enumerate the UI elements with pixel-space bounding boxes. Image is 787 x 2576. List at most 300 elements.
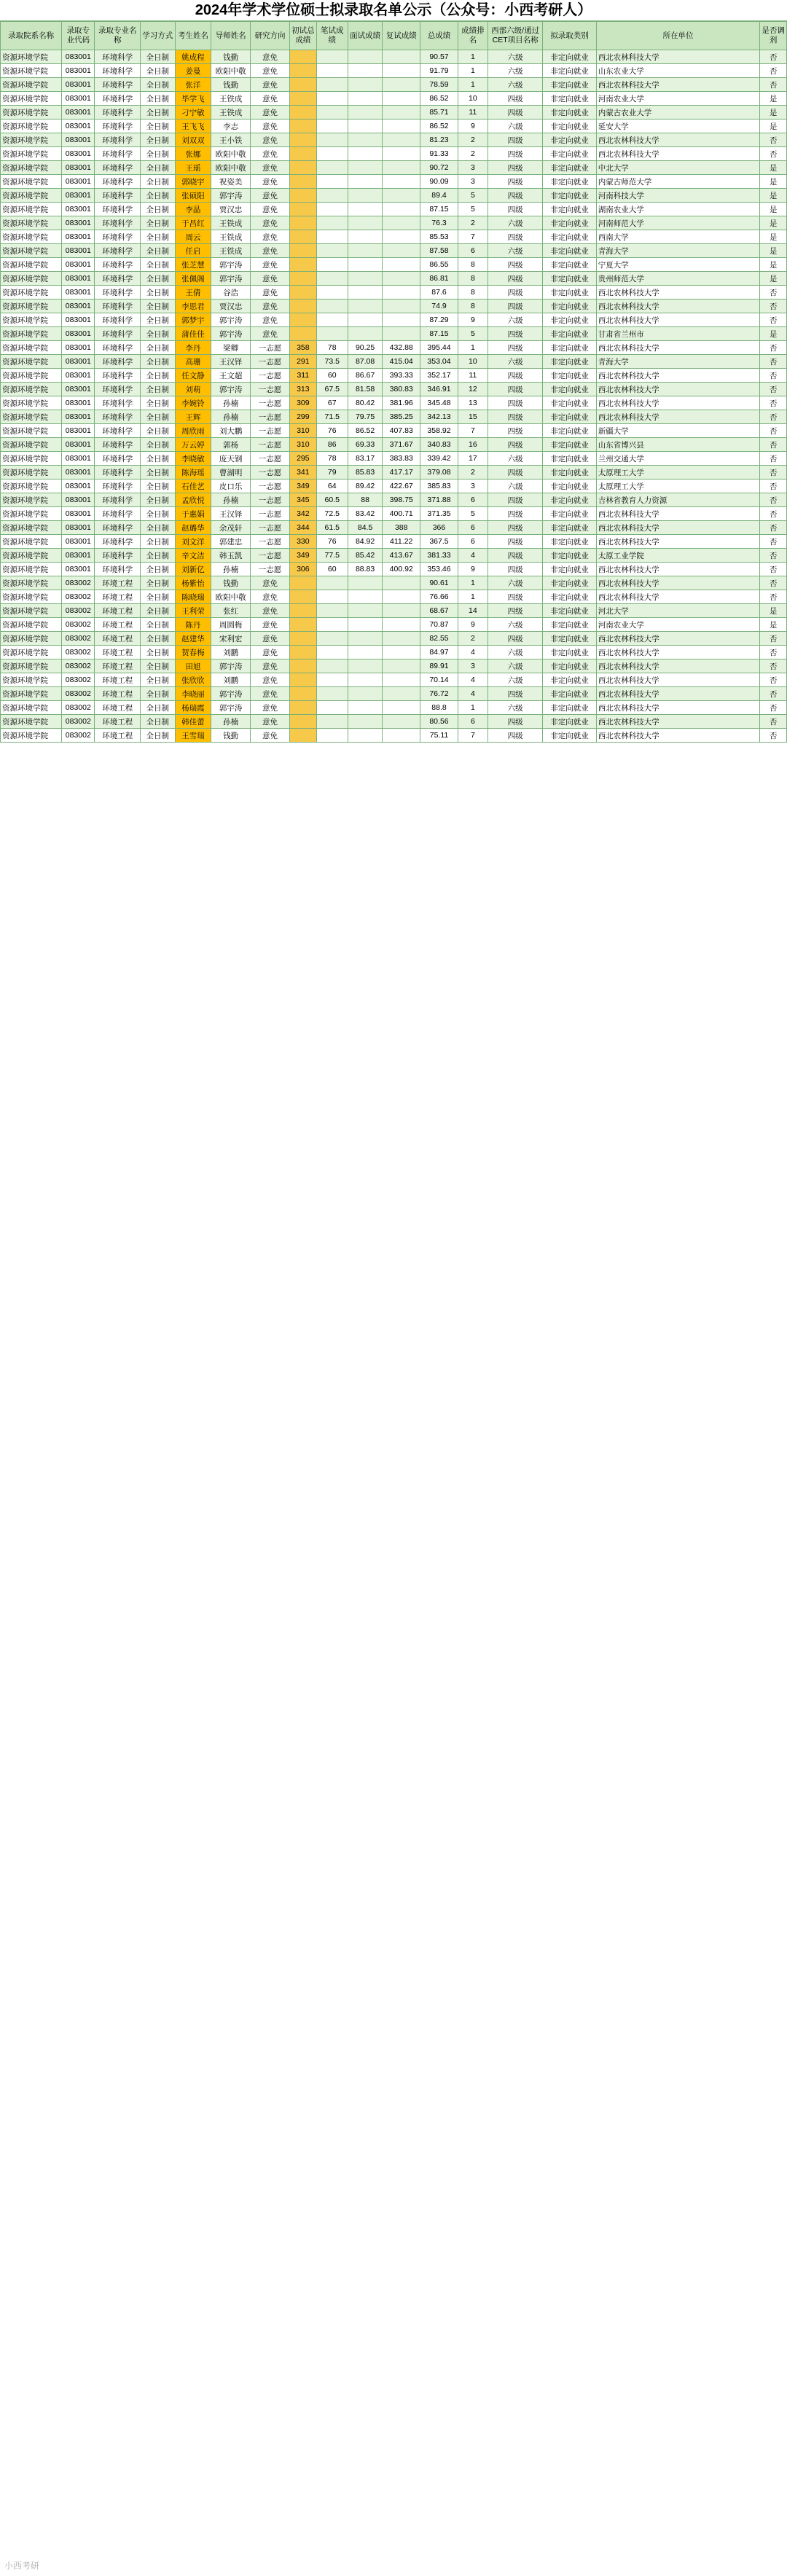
table-row (1, 659, 787, 673)
table-cell: 否 (760, 50, 787, 64)
table-cell: 赵建华 (175, 632, 211, 646)
table-cell (383, 673, 420, 687)
table-cell (316, 300, 348, 313)
table-cell: 9 (458, 563, 488, 576)
table-cell: 环境工程 (95, 673, 141, 687)
table-cell: 西北农林科技大学 (596, 507, 759, 521)
table-cell: 全日制 (141, 272, 175, 286)
table-cell: 资源环境学院 (1, 410, 62, 424)
table-cell: 全日制 (141, 120, 175, 133)
table-cell: 9 (458, 120, 488, 133)
table-cell: 全日制 (141, 230, 175, 244)
table-cell (348, 92, 382, 106)
table-cell: 西北农林科技大学 (596, 659, 759, 673)
table-cell: 四级 (488, 729, 543, 743)
table-cell: 资源环境学院 (1, 92, 62, 106)
table-cell: 否 (760, 133, 787, 147)
table-cell (383, 646, 420, 659)
table-cell: 意免 (251, 286, 290, 300)
table-cell: 西北农林科技大学 (596, 687, 759, 701)
table-cell: 否 (760, 632, 787, 646)
table-cell: 河北大学 (596, 604, 759, 618)
column-header: 成绩排名 (458, 22, 488, 50)
table-row (1, 244, 787, 258)
table-cell: 钱勤 (211, 50, 251, 64)
table-cell (290, 133, 317, 147)
table-cell (383, 286, 420, 300)
table-cell: 78 (316, 341, 348, 355)
table-cell: 是 (760, 92, 787, 106)
table-cell: 340.83 (420, 438, 458, 452)
table-cell: 413.67 (383, 549, 420, 563)
table-cell: 非定向就业 (543, 133, 596, 147)
table-cell: 全日制 (141, 244, 175, 258)
table-cell: 346.91 (420, 383, 458, 396)
table-cell: 非定向就业 (543, 715, 596, 729)
table-cell: 全日制 (141, 383, 175, 396)
table-cell (316, 120, 348, 133)
table-cell: 083002 (62, 673, 95, 687)
table-cell: 西北农林科技大学 (596, 673, 759, 687)
table-cell: 刘新亿 (175, 563, 211, 576)
table-cell: 083001 (62, 175, 95, 189)
table-cell: 王雪瑞 (175, 729, 211, 743)
table-cell: 资源环境学院 (1, 646, 62, 659)
table-cell: 是 (760, 203, 787, 216)
table-cell: 一志愿 (251, 438, 290, 452)
table-cell: 非定向就业 (543, 563, 596, 576)
table-cell: 环境科学 (95, 147, 141, 161)
table-row (1, 701, 787, 715)
table-cell: 韩佳蕾 (175, 715, 211, 729)
table-cell: 孙楠 (211, 563, 251, 576)
table-row (1, 133, 787, 147)
table-cell: 083001 (62, 258, 95, 272)
table-cell: 四级 (488, 189, 543, 203)
table-cell: 380.83 (383, 383, 420, 396)
table-cell: 西北农林科技大学 (596, 563, 759, 576)
table-cell: 全日制 (141, 659, 175, 673)
table-cell: 意免 (251, 590, 290, 604)
table-row (1, 64, 787, 78)
table-cell: 资源环境学院 (1, 424, 62, 438)
table-cell: 四级 (488, 563, 543, 576)
table-cell: 083001 (62, 549, 95, 563)
table-cell: 刘萌 (175, 383, 211, 396)
table-cell (383, 327, 420, 341)
table-row (1, 203, 787, 216)
table-cell: 毕学飞 (175, 92, 211, 106)
table-cell: 意免 (251, 327, 290, 341)
table-cell (348, 687, 382, 701)
table-cell (383, 715, 420, 729)
table-cell: 否 (760, 396, 787, 410)
table-cell: 环境工程 (95, 576, 141, 590)
table-cell: 四级 (488, 396, 543, 410)
table-cell: 71.5 (316, 410, 348, 424)
table-cell: 资源环境学院 (1, 535, 62, 549)
table-cell: 否 (760, 313, 787, 327)
table-cell: 意免 (251, 604, 290, 618)
table-cell: 366 (420, 521, 458, 535)
table-cell: 一志愿 (251, 452, 290, 466)
table-cell: 环境科学 (95, 438, 141, 452)
table-cell: 7 (458, 424, 488, 438)
table-cell: 四级 (488, 341, 543, 355)
table-row (1, 452, 787, 466)
table-cell: 四级 (488, 549, 543, 563)
table-cell: 四级 (488, 438, 543, 452)
table-row (1, 576, 787, 590)
table-row (1, 230, 787, 244)
table-cell: 四级 (488, 424, 543, 438)
table-cell: 资源环境学院 (1, 133, 62, 147)
table-cell: 非定向就业 (543, 521, 596, 535)
table-cell (290, 701, 317, 715)
table-cell: 王辉 (175, 410, 211, 424)
table-cell: 否 (760, 507, 787, 521)
table-cell: 资源环境学院 (1, 563, 62, 576)
table-cell: 意免 (251, 50, 290, 64)
table-cell: 1 (458, 78, 488, 92)
table-cell: 环境科学 (95, 50, 141, 64)
table-cell: 6 (458, 535, 488, 549)
table-cell: 否 (760, 369, 787, 383)
table-cell: 意免 (251, 175, 290, 189)
table-cell: 王文超 (211, 369, 251, 383)
table-cell: 吉林省教育人力资源 (596, 493, 759, 507)
table-row (1, 272, 787, 286)
table-cell: 5 (458, 327, 488, 341)
table-cell (383, 313, 420, 327)
table-row (1, 286, 787, 300)
table-cell: 全日制 (141, 701, 175, 715)
table-cell: 非定向就业 (543, 203, 596, 216)
table-cell (348, 673, 382, 687)
table-cell (290, 272, 317, 286)
table-cell: 意免 (251, 659, 290, 673)
table-cell: 西北农林科技大学 (596, 369, 759, 383)
table-cell: 78.59 (420, 78, 458, 92)
table-cell (348, 604, 382, 618)
table-cell (348, 203, 382, 216)
table-cell: 全日制 (141, 673, 175, 687)
table-cell: 88 (348, 493, 382, 507)
table-cell: 欧阳中敬 (211, 147, 251, 161)
table-cell: 张洋 (175, 78, 211, 92)
table-cell: 赵璐华 (175, 521, 211, 535)
table-cell: 345.48 (420, 396, 458, 410)
table-cell: 环境科学 (95, 64, 141, 78)
table-cell: 083002 (62, 576, 95, 590)
table-cell: 全日制 (141, 286, 175, 300)
column-header: 研究方向 (251, 22, 290, 50)
table-cell: 非定向就业 (543, 92, 596, 106)
table-cell: 意免 (251, 216, 290, 230)
table-cell: 68.67 (420, 604, 458, 618)
table-cell: 全日制 (141, 258, 175, 272)
table-cell: 否 (760, 64, 787, 78)
table-cell: 王倩 (175, 286, 211, 300)
table-cell: 周圆梅 (211, 618, 251, 632)
table-cell: 兰州交通大学 (596, 452, 759, 466)
table-cell (316, 729, 348, 743)
table-cell (316, 646, 348, 659)
table-cell: 90.09 (420, 175, 458, 189)
table-cell: 083002 (62, 632, 95, 646)
table-cell (316, 715, 348, 729)
table-cell (383, 576, 420, 590)
table-cell: 非定向就业 (543, 50, 596, 64)
table-row (1, 507, 787, 521)
table-cell: 349 (290, 549, 317, 563)
table-cell: 非定向就业 (543, 396, 596, 410)
table-cell: 84.92 (348, 535, 382, 549)
table-cell (383, 632, 420, 646)
table-cell: 86 (316, 438, 348, 452)
table-cell: 环境科学 (95, 410, 141, 424)
table-cell (316, 618, 348, 632)
table-cell: 非定向就业 (543, 230, 596, 244)
table-cell: 一志愿 (251, 549, 290, 563)
table-cell: 非定向就业 (543, 452, 596, 466)
table-row (1, 729, 787, 743)
table-cell: 资源环境学院 (1, 687, 62, 701)
table-cell (348, 327, 382, 341)
table-row (1, 646, 787, 659)
table-cell: 六级 (488, 244, 543, 258)
table-cell (383, 175, 420, 189)
table-cell: 王铁成 (211, 244, 251, 258)
column-header: 面试成绩 (348, 22, 382, 50)
table-cell: 郭建忠 (211, 535, 251, 549)
table-cell: 083001 (62, 272, 95, 286)
table-cell (316, 632, 348, 646)
table-cell (290, 161, 317, 175)
table-cell: 6 (458, 244, 488, 258)
table-cell: 四级 (488, 272, 543, 286)
table-cell: 083001 (62, 147, 95, 161)
table-cell: 资源环境学院 (1, 189, 62, 203)
table-cell: 六级 (488, 659, 543, 673)
table-cell: 蒲佳佳 (175, 327, 211, 341)
table-cell: 否 (760, 341, 787, 355)
table-cell: 70.87 (420, 618, 458, 632)
table-cell: 全日制 (141, 327, 175, 341)
table-cell: 郭宇涛 (211, 313, 251, 327)
table-cell: 一志愿 (251, 355, 290, 369)
table-cell: 西北农林科技大学 (596, 50, 759, 64)
table-cell: 郭宇涛 (211, 383, 251, 396)
table-cell: 4 (458, 687, 488, 701)
table-cell: 330 (290, 535, 317, 549)
table-cell: 六级 (488, 216, 543, 230)
table-cell: 91.79 (420, 64, 458, 78)
table-cell: 306 (290, 563, 317, 576)
table-row (1, 410, 787, 424)
table-cell: 四级 (488, 230, 543, 244)
table-cell: 意免 (251, 673, 290, 687)
table-cell: 资源环境学院 (1, 258, 62, 272)
table-cell: 全日制 (141, 479, 175, 493)
column-header: 学习方式 (141, 22, 175, 50)
table-cell: 否 (760, 701, 787, 715)
column-header: 考生姓名 (175, 22, 211, 50)
table-cell (290, 729, 317, 743)
table-row (1, 341, 787, 355)
table-cell: 杨紫怡 (175, 576, 211, 590)
table-cell: 河南师范大学 (596, 216, 759, 230)
table-cell: 张硕阳 (175, 189, 211, 203)
table-cell: 环境科学 (95, 120, 141, 133)
table-cell: 意免 (251, 147, 290, 161)
table-cell: 资源环境学院 (1, 549, 62, 563)
table-cell: 六级 (488, 120, 543, 133)
table-row (1, 106, 787, 120)
table-cell: 曹湖明 (211, 466, 251, 479)
table-cell: 407.83 (383, 424, 420, 438)
table-cell: 刘文洋 (175, 535, 211, 549)
table-cell: 李晓敏 (175, 452, 211, 466)
table-cell (316, 576, 348, 590)
table-cell: 非定向就业 (543, 535, 596, 549)
table-cell: 欧阳中敬 (211, 161, 251, 175)
table-cell: 4 (458, 673, 488, 687)
table-row (1, 396, 787, 410)
table-cell: 田旭 (175, 659, 211, 673)
table-cell: 意免 (251, 715, 290, 729)
table-cell (316, 687, 348, 701)
table-cell: 西南大学 (596, 230, 759, 244)
table-cell: 环境科学 (95, 175, 141, 189)
table-cell: 全日制 (141, 203, 175, 216)
table-cell: 一志愿 (251, 410, 290, 424)
table-cell (348, 590, 382, 604)
table-row (1, 161, 787, 175)
table-cell: 郭宇涛 (211, 687, 251, 701)
table-cell: 是 (760, 230, 787, 244)
table-cell: 环境工程 (95, 659, 141, 673)
table-cell: 否 (760, 479, 787, 493)
table-cell: 资源环境学院 (1, 604, 62, 618)
table-cell: 非定向就业 (543, 507, 596, 521)
table-cell: 环境工程 (95, 729, 141, 743)
table-cell: 环境工程 (95, 701, 141, 715)
table-cell: 意免 (251, 120, 290, 133)
table-cell: 全日制 (141, 147, 175, 161)
table-cell: 资源环境学院 (1, 466, 62, 479)
page-title: 2024年学术学位硕士拟录取名单公示（公众号：小西考研人） (0, 0, 787, 21)
table-cell (290, 646, 317, 659)
table-row (1, 604, 787, 618)
table-cell: 86.55 (420, 258, 458, 272)
table-cell: 083001 (62, 535, 95, 549)
table-cell: 资源环境学院 (1, 286, 62, 300)
table-cell: 全日制 (141, 521, 175, 535)
table-cell: 王利荣 (175, 604, 211, 618)
table-cell: 王汉铎 (211, 355, 251, 369)
table-cell: 西北农林科技大学 (596, 147, 759, 161)
table-cell: 六级 (488, 50, 543, 64)
table-cell: 李晶 (175, 203, 211, 216)
table-cell: 一志愿 (251, 479, 290, 493)
table-cell: 全日制 (141, 424, 175, 438)
table-row (1, 632, 787, 646)
table-cell: 六级 (488, 78, 543, 92)
table-cell (290, 576, 317, 590)
table-cell: 贺春梅 (175, 646, 211, 659)
table-cell: 非定向就业 (543, 64, 596, 78)
table-cell: 349 (290, 479, 317, 493)
table-cell (316, 161, 348, 175)
table-cell: 全日制 (141, 646, 175, 659)
table-cell: 张芝慧 (175, 258, 211, 272)
table-cell: 青海大学 (596, 355, 759, 369)
table-cell: 资源环境学院 (1, 438, 62, 452)
table-cell: 3 (458, 161, 488, 175)
table-cell: 358.92 (420, 424, 458, 438)
table-cell: 意免 (251, 576, 290, 590)
table-cell: 358 (290, 341, 317, 355)
table-cell: 是 (760, 216, 787, 230)
table-cell: 全日制 (141, 507, 175, 521)
table-cell: 80.56 (420, 715, 458, 729)
table-cell (383, 203, 420, 216)
table-body (1, 50, 787, 743)
table-cell: 67.5 (316, 383, 348, 396)
table-cell: 资源环境学院 (1, 715, 62, 729)
table-cell (348, 632, 382, 646)
table-cell: 60 (316, 369, 348, 383)
table-cell: 76 (316, 424, 348, 438)
table-cell: 全日制 (141, 161, 175, 175)
table-cell: 宋利宏 (211, 632, 251, 646)
table-row (1, 479, 787, 493)
table-cell (383, 701, 420, 715)
table-cell: 383.83 (383, 452, 420, 466)
table-cell: 环境科学 (95, 479, 141, 493)
table-cell: 083002 (62, 590, 95, 604)
table-cell: 资源环境学院 (1, 590, 62, 604)
table-cell: 刁宁敏 (175, 106, 211, 120)
table-cell: 是 (760, 604, 787, 618)
table-cell: 资源环境学院 (1, 216, 62, 230)
table-cell: 否 (760, 493, 787, 507)
table-cell: 76.3 (420, 216, 458, 230)
table-cell: 四级 (488, 147, 543, 161)
table-cell: 资源环境学院 (1, 396, 62, 410)
table-cell: 083001 (62, 106, 95, 120)
table-cell (383, 216, 420, 230)
table-cell: 全日制 (141, 78, 175, 92)
table-cell: 陈海瑶 (175, 466, 211, 479)
table-cell: 1 (458, 576, 488, 590)
table-cell: 是 (760, 189, 787, 203)
table-cell: 85.71 (420, 106, 458, 120)
table-cell: 资源环境学院 (1, 632, 62, 646)
table-row (1, 687, 787, 701)
table-cell: 083001 (62, 466, 95, 479)
table-cell: 李志 (211, 120, 251, 133)
table-cell: 是 (760, 175, 787, 189)
table-cell: 67 (316, 396, 348, 410)
table-cell: 郭宇涛 (211, 327, 251, 341)
table-cell: 王铁成 (211, 92, 251, 106)
table-cell: 12 (458, 383, 488, 396)
table-cell (316, 286, 348, 300)
table-cell: 王铁成 (211, 230, 251, 244)
table-cell: 一志愿 (251, 341, 290, 355)
